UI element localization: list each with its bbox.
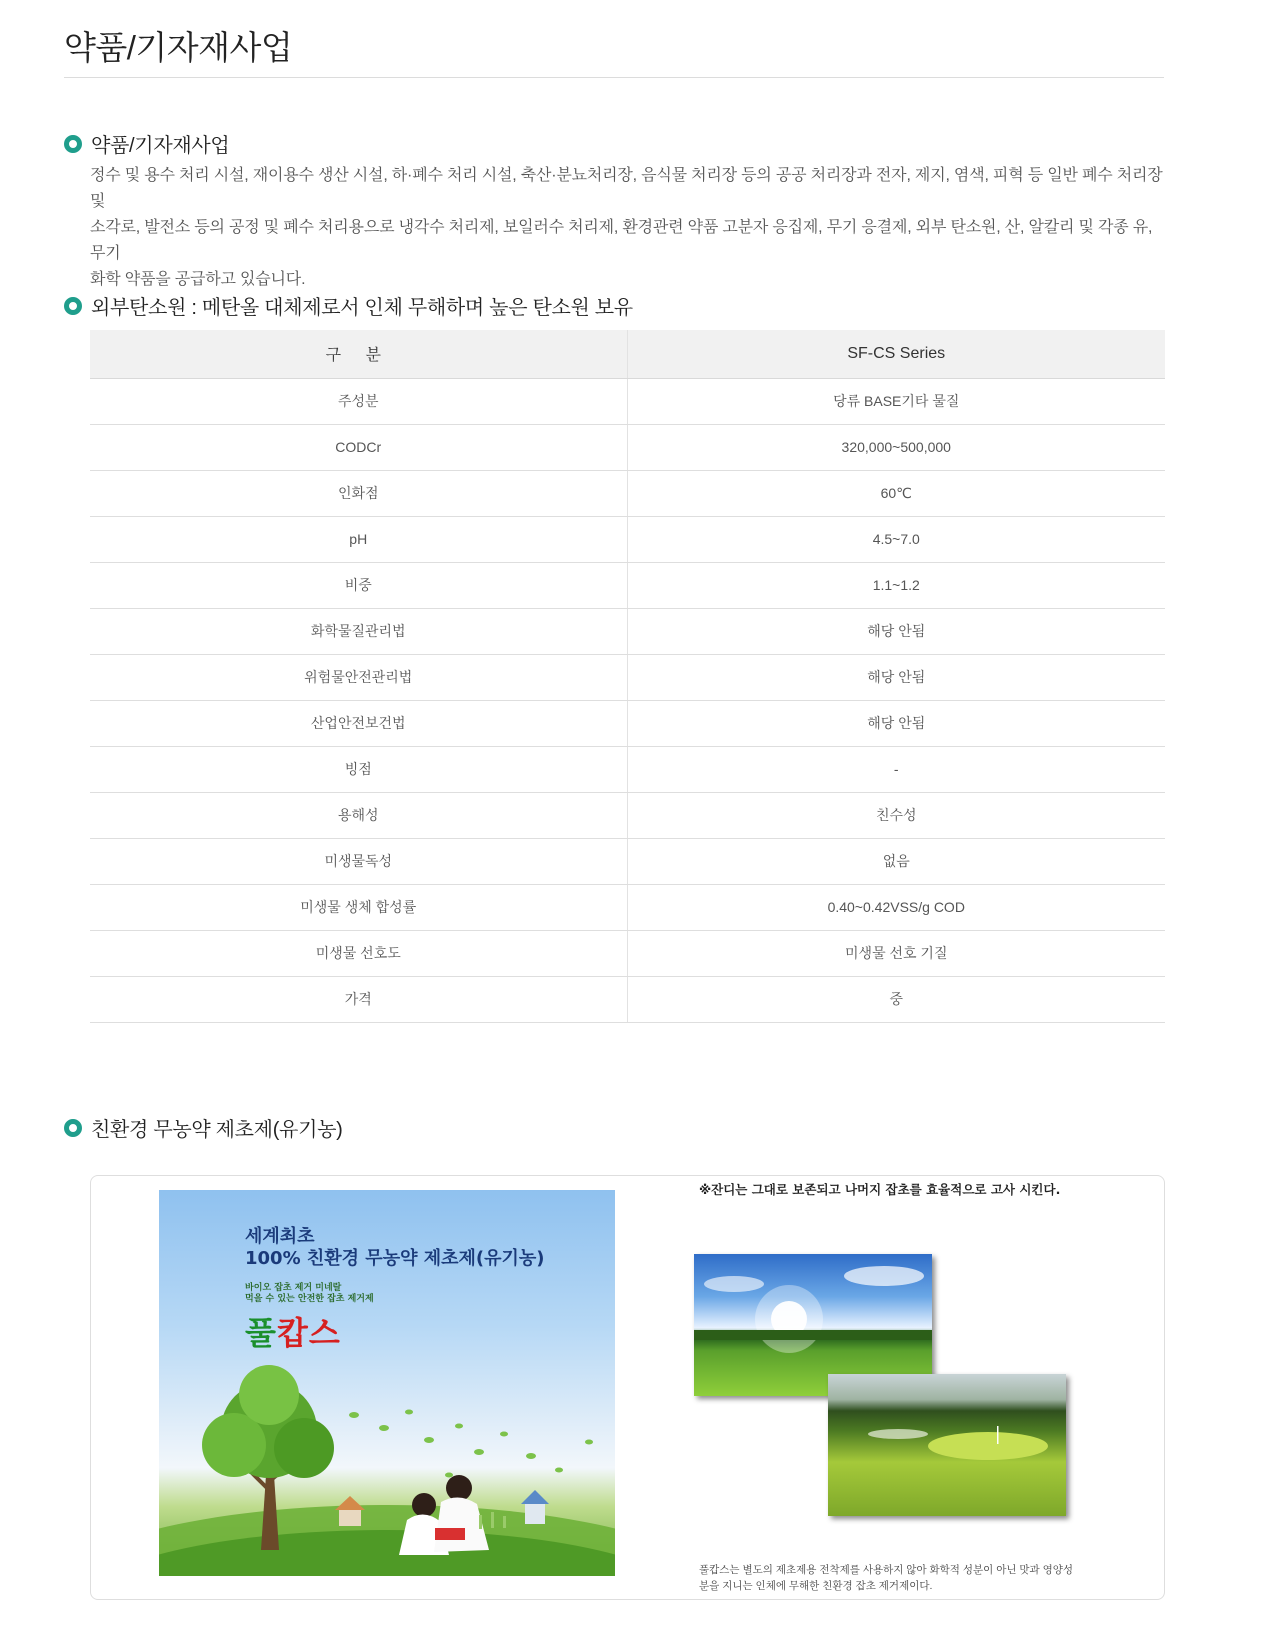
description-line: 정수 및 용수 처리 시설, 재이용수 생산 시설, 하·폐수 처리 시설, 축산·분뇨처리장, 음식물 처리장 등의 공공 처리장과 전자, 제지, 염색, 피혁 등 일반 폐수 처리장 및 — [90, 167, 1163, 210]
golf-course-photo — [828, 1374, 1066, 1516]
row-label-cell: 인화점 — [90, 470, 627, 516]
description-line: 화학 약품을 공급하고 있습니다. — [90, 271, 306, 288]
lawn-note: ※잔디는 그대로 보존되고 나머지 잡초를 효율적으로 고사 시킨다. — [699, 1182, 1061, 1197]
table-row — [90, 792, 1165, 838]
product-showcase — [90, 1175, 1165, 1600]
description-line: 소각로, 발전소 등의 공정 및 폐수 처리용으로 냉각수 처리제, 보일러수 처리제, 환경관련 약품 고분자 응집제, 무기 응결제, 외부 탄소원, 산, 알칼리 및 각종 유,무기 — [90, 219, 1153, 262]
circle-bullet-icon — [64, 1119, 82, 1137]
table-row — [90, 838, 1165, 884]
table-row — [90, 976, 1165, 1022]
row-value-cell: 해당 안됨 — [627, 654, 1165, 700]
row-label-cell: 용해성 — [90, 792, 627, 838]
section-heading-carbon-source — [64, 291, 633, 320]
business-description — [90, 163, 1165, 293]
column-header-category: 구 분 — [90, 330, 627, 378]
poster-title-line: 100% 친환경 무농약 제초제(유기농) — [245, 1248, 545, 1269]
table-row — [90, 470, 1165, 516]
row-value-cell: 4.5~7.0 — [627, 516, 1165, 562]
section-title: 약품/기자재사업 — [91, 135, 230, 157]
title-divider — [64, 77, 1164, 78]
product-description-line: 풀캅스는 별도의 제초제용 전착제를 사용하지 않아 화학적 성분이 아닌 맛과 영양성 — [699, 1564, 1074, 1576]
circle-bullet-icon — [64, 135, 82, 153]
table-row — [90, 378, 1165, 424]
row-value-cell: 해당 안됨 — [627, 608, 1165, 654]
row-value-cell: 1.1~1.2 — [627, 562, 1165, 608]
row-value-cell: 없음 — [627, 838, 1165, 884]
poster-subtitle-line: 바이오 잡초 제거 미네랄 — [245, 1283, 342, 1293]
row-value-cell: 0.40~0.42VSS/g COD — [627, 884, 1165, 930]
table-row — [90, 930, 1165, 976]
product-poster-image — [159, 1190, 615, 1576]
product-description-line: 분을 지니는 인체에 무해한 친환경 잡초 제거제이다. — [699, 1580, 933, 1592]
brand-logo — [245, 1308, 341, 1354]
product-description — [699, 1562, 1119, 1594]
row-label-cell: pH — [90, 516, 627, 562]
row-value-cell: 60℃ — [627, 470, 1165, 516]
row-value-cell: 미생물 선호 기질 — [627, 930, 1165, 976]
row-label-cell: 미생물 선호도 — [90, 930, 627, 976]
table-row — [90, 746, 1165, 792]
brand-logo-part: 캅스 — [276, 1314, 341, 1352]
row-label-cell: 산업안전보건법 — [90, 700, 627, 746]
table-row — [90, 654, 1165, 700]
table-body — [90, 378, 1165, 1022]
table-row — [90, 562, 1165, 608]
row-label-cell: 위험물안전관리법 — [90, 654, 627, 700]
poster-title — [245, 1226, 545, 1270]
row-value-cell: 320,000~500,000 — [627, 424, 1165, 470]
table-row — [90, 608, 1165, 654]
row-value-cell: - — [627, 746, 1165, 792]
row-value-cell: 해당 안됨 — [627, 700, 1165, 746]
section-title: 외부탄소원 : 메탄올 대체제로서 인체 무해하며 높은 탄소원 보유 — [91, 297, 633, 319]
circle-bullet-icon — [64, 297, 82, 315]
row-value-cell: 당류 BASE기타 물질 — [627, 378, 1165, 424]
row-label-cell: 가격 — [90, 976, 627, 1022]
table-row — [90, 700, 1165, 746]
poster-subtitle-line: 먹을 수 있는 안전한 잡초 제거제 — [245, 1294, 374, 1304]
row-label-cell: CODCr — [90, 424, 627, 470]
section-heading-business — [64, 129, 229, 158]
spec-table — [90, 330, 1165, 1023]
table-row — [90, 516, 1165, 562]
row-label-cell: 빙점 — [90, 746, 627, 792]
row-value-cell: 중 — [627, 976, 1165, 1022]
poster-title-line: 세계최초 — [245, 1226, 315, 1247]
section-heading-herbicide — [64, 1113, 342, 1142]
page-title: 약품/기자재사업 — [64, 29, 293, 66]
row-label-cell: 비중 — [90, 562, 627, 608]
column-header-product: SF-CS Series — [627, 330, 1165, 378]
section-title: 친환경 무농약 제초제(유기농) — [91, 1119, 343, 1141]
row-label-cell: 미생물독성 — [90, 838, 627, 884]
table-header-row — [90, 330, 1165, 378]
row-label-cell: 주성분 — [90, 378, 627, 424]
row-label-cell: 미생물 생체 합성률 — [90, 884, 627, 930]
golf-course-photo-illustration — [828, 1374, 1066, 1516]
table-row — [90, 424, 1165, 470]
table-row — [90, 884, 1165, 930]
poster-subtitle — [245, 1283, 374, 1305]
brand-logo-part: 풀 — [245, 1314, 277, 1352]
row-label-cell: 화학물질관리법 — [90, 608, 627, 654]
row-value-cell: 친수성 — [627, 792, 1165, 838]
